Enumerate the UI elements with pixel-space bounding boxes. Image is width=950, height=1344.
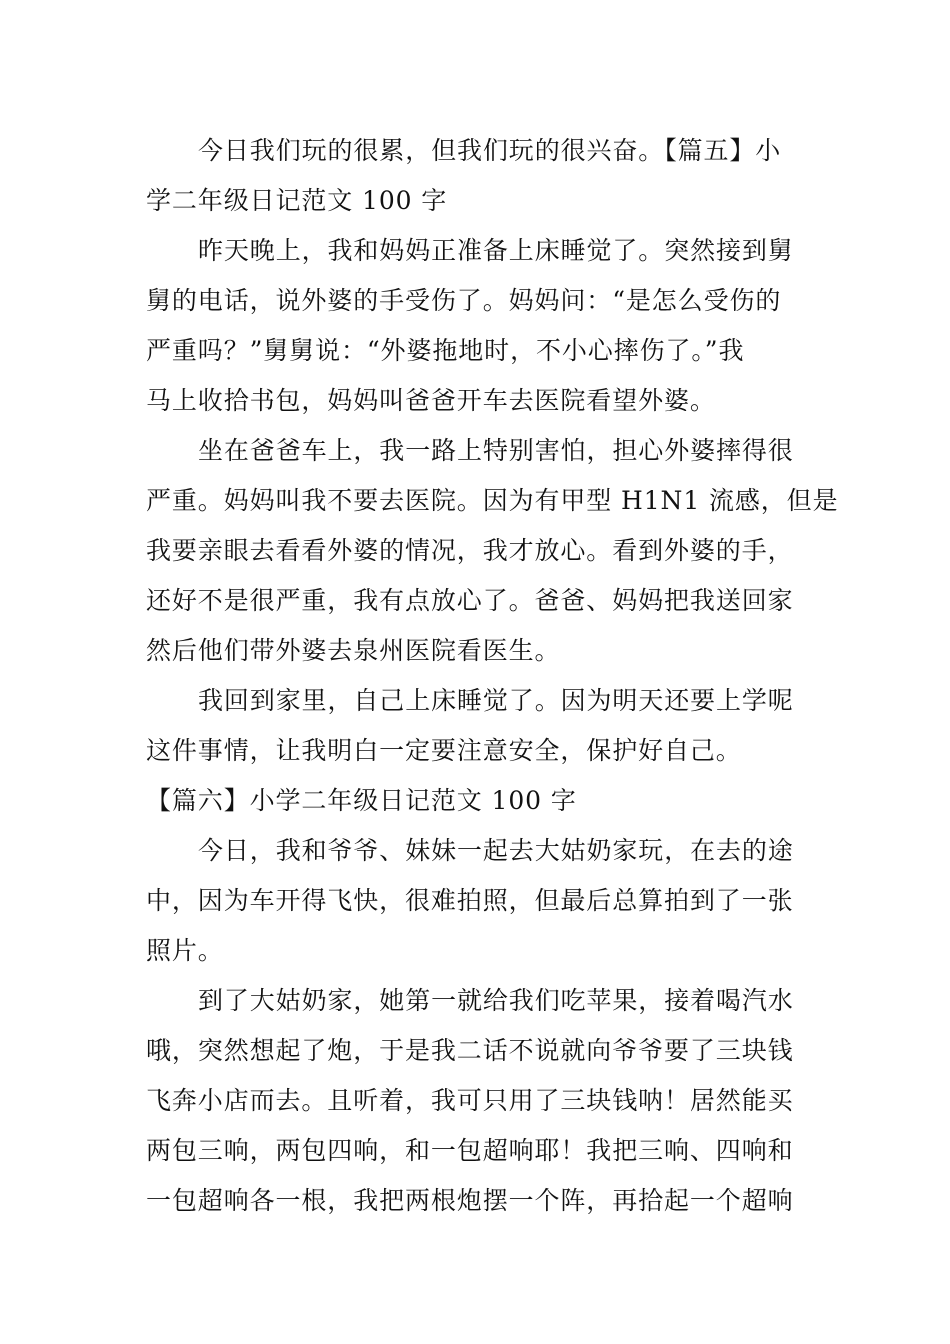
- text-line: [146, 1026, 806, 1076]
- text-line: [146, 676, 806, 726]
- text-line: [146, 976, 806, 1026]
- line-text: 舅的电话，说外婆的手受伤了。妈妈问：“是怎么受伤的: [146, 286, 782, 315]
- line-text: 两包三响，两包四响，和一包超响耶！我把三响、四响和: [146, 1136, 794, 1165]
- line-text: 照片。: [146, 936, 224, 965]
- text-line: [146, 826, 806, 876]
- line-text: 一包超响各一根，我把两根炮摆一个阵，再拾起一个超响: [146, 1186, 794, 1215]
- line-text: 哦，突然想起了炮，于是我二话不说就向爷爷要了三块钱: [146, 1036, 794, 1065]
- line-text: 中，因为车开得飞快，很难拍照，但最后总算拍到了一张: [146, 886, 794, 915]
- text-line: [146, 226, 806, 276]
- line-text: 我要亲眼去看看外婆的情况，我才放心。看到外婆的手，: [146, 536, 794, 565]
- line-text: 还好不是很严重，我有点放心了。爸爸、妈妈把我送回家: [146, 586, 794, 615]
- line-text: 马上收拾书包，妈妈叫爸爸开车去医院看望外婆。: [146, 386, 716, 415]
- line-text: 这件事情，让我明白一定要注意安全，保护好自己。: [146, 736, 742, 765]
- text-line: [146, 526, 806, 576]
- section-heading: [146, 776, 806, 826]
- line-text: 严重吗？”舅舅说：“外婆拖地时，不小心摔伤了。”我: [146, 336, 745, 365]
- document-page: [146, 126, 839, 1226]
- text-line: [146, 326, 806, 376]
- text-line: [146, 1126, 806, 1176]
- line-text: 坐在爸爸车上，我一路上特别害怕，担心外婆摔得很: [198, 436, 794, 465]
- text-line: [146, 726, 806, 776]
- text-line: [146, 276, 806, 326]
- text-line: [146, 1076, 806, 1126]
- line-text: 严重。妈妈叫我不要去医院。因为有甲型 H1N1 流感，但是: [146, 486, 839, 515]
- text-line: [146, 476, 839, 526]
- line-text: 飞奔小店而去。且听着，我可只用了三块钱呐！居然能买: [146, 1086, 794, 1115]
- line-text: 【篇六】小学二年级日记范文 100 字: [146, 786, 577, 815]
- text-line: [146, 376, 806, 426]
- line-text: 然后他们带外婆去泉州医院看医生。: [146, 636, 561, 665]
- text-line: [146, 576, 806, 626]
- line-text: 今日我们玩的很累，但我们玩的很兴奋。【篇五】小: [198, 136, 782, 165]
- text-line: [146, 126, 806, 176]
- text-line: [146, 926, 806, 976]
- line-text: 昨天晚上，我和妈妈正准备上床睡觉了。突然接到舅: [198, 236, 794, 265]
- text-line: [146, 876, 806, 926]
- line-text: 我回到家里，自己上床睡觉了。因为明天还要上学呢: [198, 686, 794, 715]
- text-line: [146, 426, 806, 476]
- text-line: [146, 1176, 806, 1226]
- text-line: [146, 176, 806, 226]
- text-line: [146, 626, 806, 676]
- line-text: 今日，我和爷爷、妹妹一起去大姑奶家玩，在去的途: [198, 836, 794, 865]
- line-text: 学二年级日记范文 100 字: [146, 186, 448, 215]
- line-text: 到了大姑奶家，她第一就给我们吃苹果，接着喝汽水: [198, 986, 794, 1015]
